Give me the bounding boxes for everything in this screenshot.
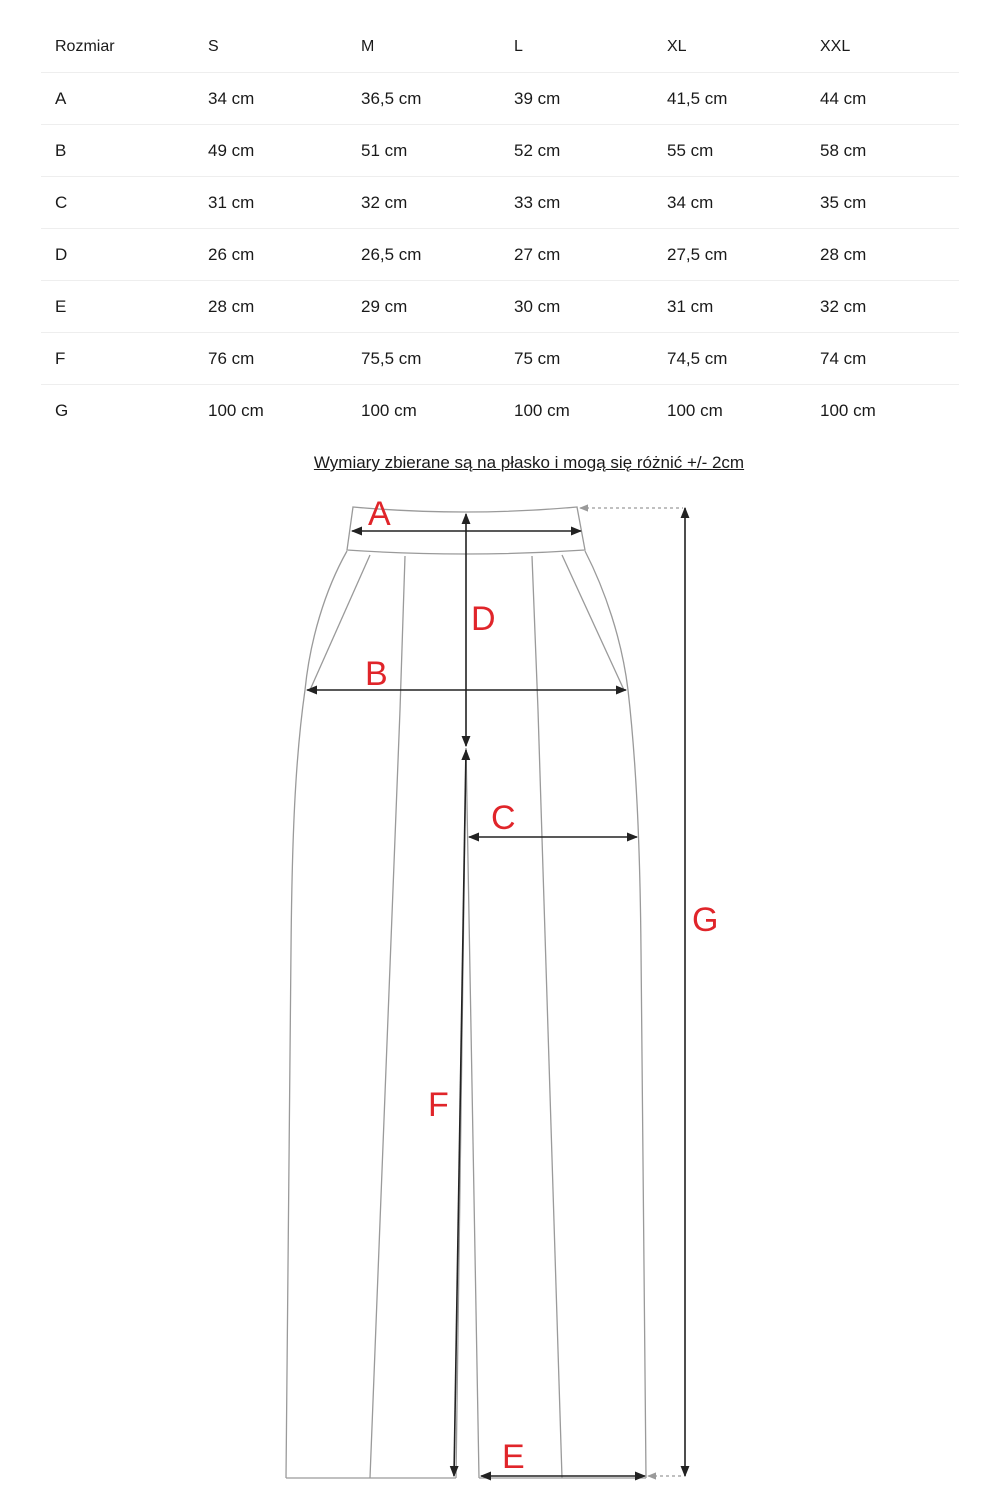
table-cell: 44 cm [806,73,959,125]
table-cell: 100 cm [514,400,570,420]
table-cell: 75,5 cm [347,333,500,385]
table-cell: 75 cm [500,333,653,385]
header-cell: S [194,22,347,73]
table-cell: 34 cm [653,177,806,229]
table-row [41,385,959,437]
row-label: A [41,73,194,125]
table-cell: 26 cm [194,229,347,281]
header-cell: M [347,22,500,73]
measurement-arrows [307,508,685,1476]
table-cell: 31 cm [653,281,806,333]
table-cell: 28 cm [806,229,959,281]
row-label: G [55,400,69,420]
header-cell: XXL [806,22,959,73]
right-front-crease [532,556,562,1478]
table-cell: 31 cm [194,177,347,229]
table-cell: 100 cm [820,400,876,420]
table-row [41,281,959,333]
table-cell: 30 cm [500,281,653,333]
row-label: C [41,177,194,229]
table-cell: 74 cm [806,333,959,385]
measurement-note [0,453,1000,473]
table-header-row [41,22,959,73]
table-row [41,333,959,385]
table-cell: 29 cm [347,281,500,333]
table-cell: 36,5 cm [347,73,500,125]
table-row [41,177,959,229]
label-f: F [428,1086,449,1124]
arrow-f [454,750,466,1476]
label-e: E [502,1438,525,1476]
guide-lines [580,508,683,1476]
table-cell: 76 cm [194,333,347,385]
table-cell: 32 cm [347,177,500,229]
label-g: G [692,901,719,939]
left-pocket-line [310,555,370,690]
table-cell: 100 cm [208,400,264,420]
row-label: E [41,281,194,333]
header-cell: L [500,22,653,73]
table-cell: 35 cm [806,177,959,229]
row-label: D [41,229,194,281]
label-a: A [368,495,391,533]
trousers-diagram [0,490,1000,1490]
left-front-crease [370,556,405,1478]
label-c: C [491,799,516,837]
table-cell: 41,5 cm [653,73,806,125]
table-cell: 34 cm [194,73,347,125]
table-cell: 26,5 cm [347,229,500,281]
table-cell: 32 cm [806,281,959,333]
right-pocket-line [562,555,624,690]
table-cell: 49 cm [194,125,347,177]
table-cell: 28 cm [194,281,347,333]
table-cell: 39 cm [500,73,653,125]
header-cell: Rozmiar [41,22,194,73]
table-cell: 51 cm [347,125,500,177]
table-row [41,229,959,281]
table-row [41,73,959,125]
table-cell: 55 cm [653,125,806,177]
table-cell: 27 cm [500,229,653,281]
row-label: B [41,125,194,177]
table-cell: 100 cm [667,400,723,420]
size-table [41,22,959,436]
table-cell: 74,5 cm [653,333,806,385]
table-cell: 33 cm [500,177,653,229]
table-cell: 100 cm [361,400,417,420]
table-cell: 58 cm [806,125,959,177]
header-cell: XL [653,22,806,73]
label-b: B [365,655,388,693]
row-label: F [41,333,194,385]
table-cell: 52 cm [500,125,653,177]
label-d: D [471,600,496,638]
measurement-note-text: Wymiary zbierane są na płasko i mogą się różnić +/- 2cm [313,453,745,472]
table-row [41,125,959,177]
table-cell: 27,5 cm [653,229,806,281]
